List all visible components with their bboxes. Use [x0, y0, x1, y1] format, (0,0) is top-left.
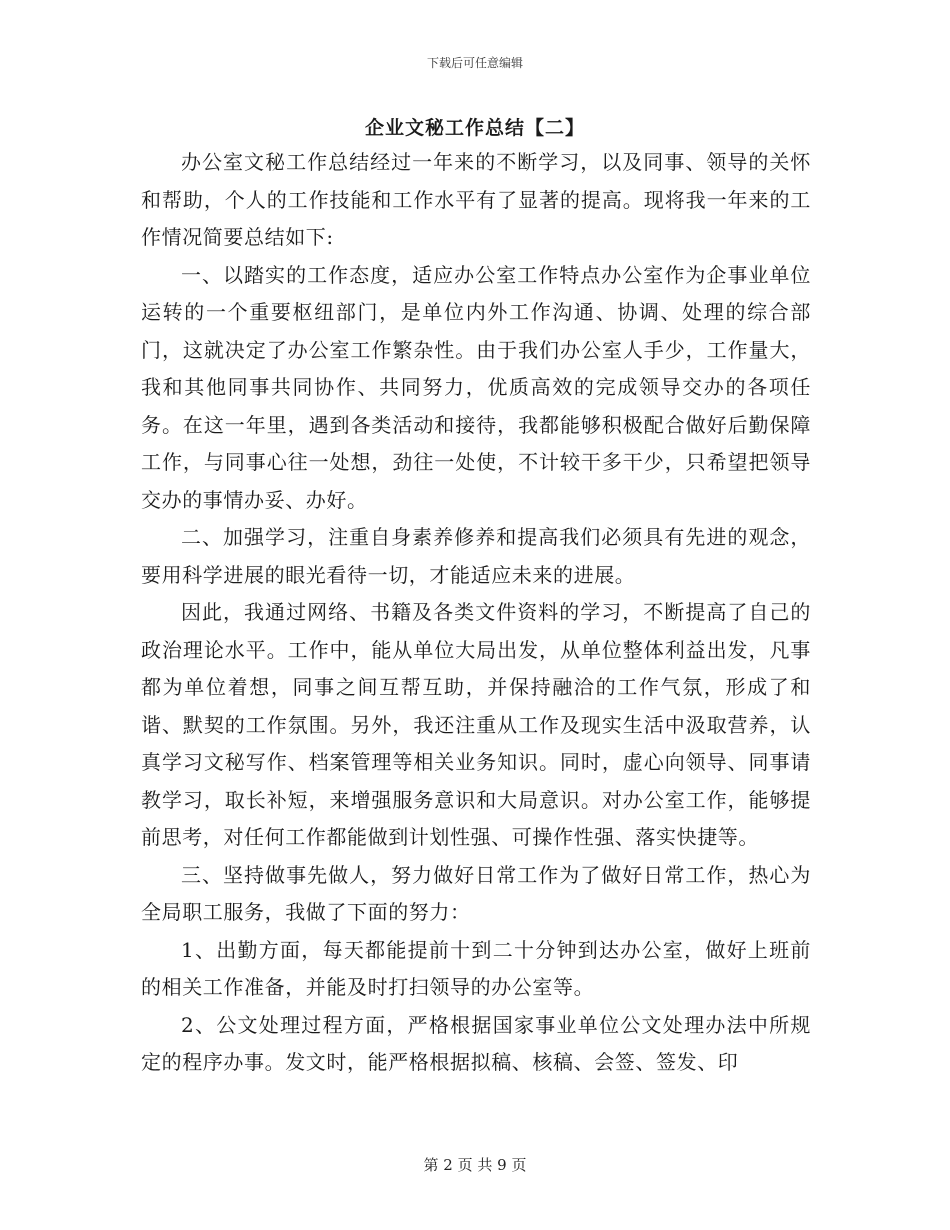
page-header-note: 下载后可任意编辑 [426, 56, 523, 70]
paragraph-item-2: 2、公文处理过程方面，严格根据国家事业单位公文处理办法中所规定的程序办事。发文时，能严格根据拟稿、核稿、会签、签发、印 [141, 1012, 811, 1074]
paragraph-section-1: 一、以踏实的工作态度，适应办公室工作特点办公室作为企事业单位运转的一个重要枢纽部门，是单位内外工作沟通、协调、处理的综合部门，这就决定了办公室工作繁杂性。由于我们办公室人手少，工作量大，我和其他同事共同协作、共同努力，优质高效的完成领导交办的各项任务。在这一年里，遇到各类活动和接待，我都能够积极配合做好后勤保障工作，与同事心往一处想，劲往一处使，不计较干多干少，只希望把领导交办的事情办妥、办好。 [141, 262, 811, 512]
paragraph-intro: 办公室文秘工作总结经过一年来的不断学习，以及同事、领导的关怀和帮助，个人的工作技能和工作水平有了显著的提高。现将我一年来的工作情况简要总结如下: [141, 150, 811, 249]
paragraph-section-2-detail: 因此，我通过网络、书籍及各类文件资料的学习，不断提高了自己的政治理论水平。工作中，能从单位大局出发，从单位整体利益出发，凡事都为单位着想，同事之间互帮互助，并保持融洽的工作气氛，形成了和谐、默契的工作氛围。另外，我还注重从工作及现实生活中汲取营养，认真学习文秘写作、档案管理等相关业务知识。同时，虚心向领导、同事请教学习，取长补短，来增强服务意识和大局意识。对办公室工作，能够提前思考，对任何工作都能做到计划性强、可操作性强、落实快捷等。 [141, 600, 811, 849]
paragraph-section-3: 三、坚持做事先做人，努力做好日常工作为了做好日常工作，热心为全局职工服务，我做了下面的努力： [141, 862, 811, 924]
paragraph-section-2: 二、加强学习，注重自身素养修养和提高我们必须具有先进的观念，要用科学进展的眼光看待一切，才能适应未来的进展。 [141, 525, 811, 587]
document-body [141, 144, 811, 1082]
page-number: 第 2 页 共 9 页 [423, 1156, 527, 1174]
paragraph-item-1: 1、出勤方面，每天都能提前十到二十分钟到达办公室，做好上班前的相关工作准备，并能及时打扫领导的办公室等。 [141, 937, 811, 999]
document-title: 企业文秘工作总结【二】 [364, 117, 585, 139]
